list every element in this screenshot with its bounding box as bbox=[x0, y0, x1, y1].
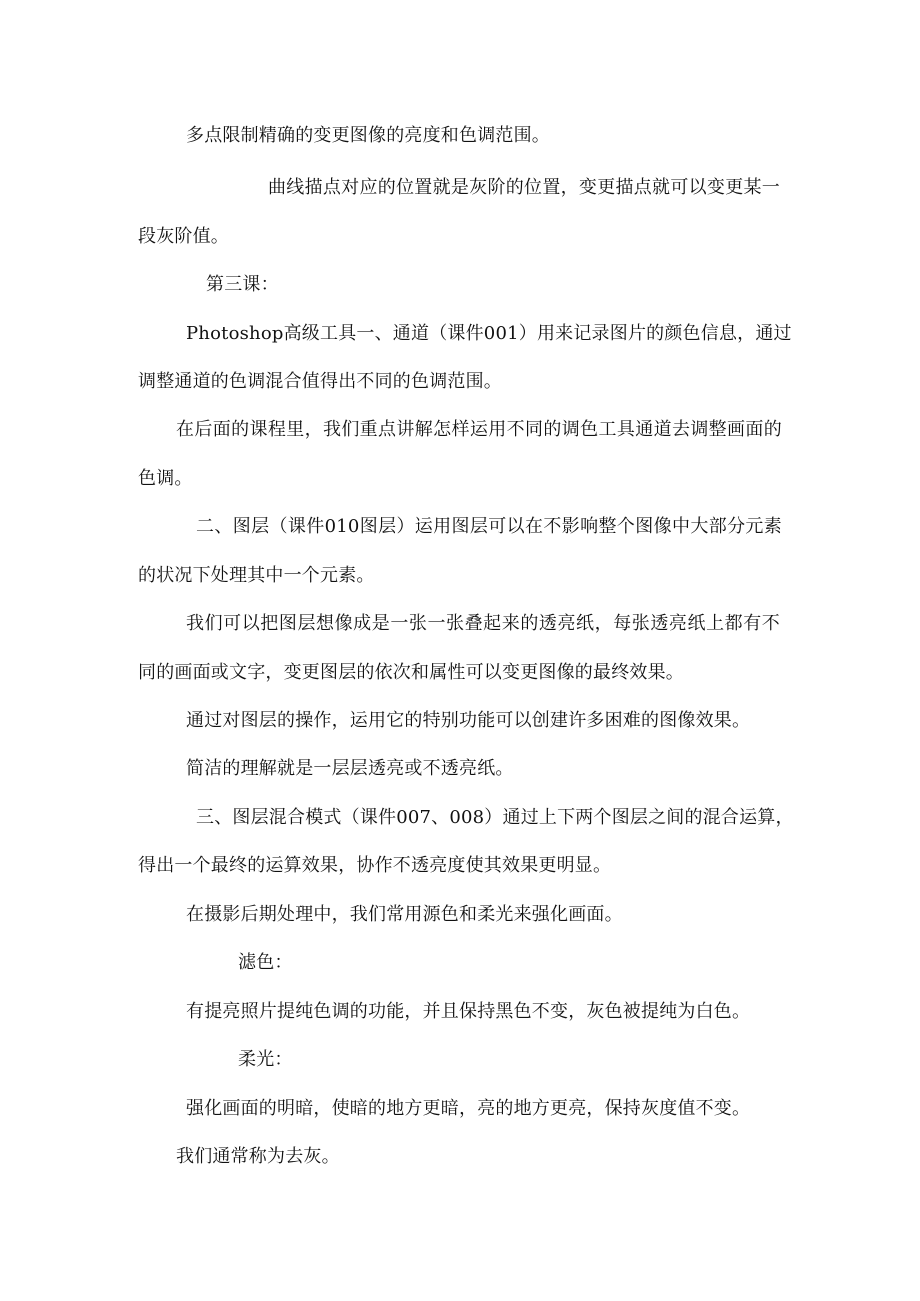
text-line-12: 同的画面或文字，变更图层的依次和属性可以变更图像的最终效果。 bbox=[138, 662, 684, 683]
text-line-22: 我们通常称为去灰。 bbox=[176, 1146, 340, 1167]
text-line-14: 简洁的理解就是一层层透亮或不透亮纸。 bbox=[186, 758, 514, 779]
text-line-2: 曲线描点对应的位置就是灰阶的位置，变更描点就可以变更某一 bbox=[268, 177, 780, 198]
text-line-7: 在后面的课程里，我们重点讲解怎样运用不同的调色工具通道去调整画面的 bbox=[176, 419, 782, 440]
text-line-19: 有提亮照片提纯色调的功能，并且保持黑色不变，灰色被提纯为白色。 bbox=[186, 1001, 751, 1022]
text-line-21: 强化画面的明暗，使暗的地方更暗，亮的地方更亮，保持灰度值不变。 bbox=[186, 1098, 751, 1119]
text-line-4: 第三课： bbox=[206, 274, 279, 295]
text-line-15: 三、图层混合模式（课件007、008）通过上下两个图层之间的混合运算， bbox=[196, 807, 794, 828]
text-line-13: 通过对图层的操作，运用它的特别功能可以创建许多困难的图像效果。 bbox=[186, 710, 751, 731]
text-line-1: 多点限制精确的变更图像的亮度和色调范围。 bbox=[186, 125, 550, 146]
text-line-11: 我们可以把图层想像成是一张一张叠起来的透亮纸，每张透亮纸上都有不 bbox=[186, 613, 780, 634]
text-line-10: 的状况下处理其中一个元素。 bbox=[138, 565, 375, 586]
text-line-20: 柔光： bbox=[238, 1049, 293, 1070]
text-line-6: 调整通道的色调混合值得出不同的色调范围。 bbox=[138, 371, 502, 392]
text-line-18: 滤色： bbox=[238, 952, 293, 973]
text-line-9: 二、图层（课件010图层）运用图层可以在不影响整个图像中大部分元素 bbox=[196, 516, 782, 537]
text-line-16: 得出一个最终的运算效果，协作不透亮度使其效果更明显。 bbox=[138, 855, 612, 876]
text-line-3: 段灰阶值。 bbox=[138, 226, 229, 247]
text-line-17: 在摄影后期处理中，我们常用源色和柔光来强化画面。 bbox=[186, 904, 623, 925]
text-line-8: 色调。 bbox=[138, 468, 193, 489]
text-line-5: Photoshop高级工具一、通道（课件001）用来记录图片的颜色信息，通过 bbox=[186, 323, 792, 344]
